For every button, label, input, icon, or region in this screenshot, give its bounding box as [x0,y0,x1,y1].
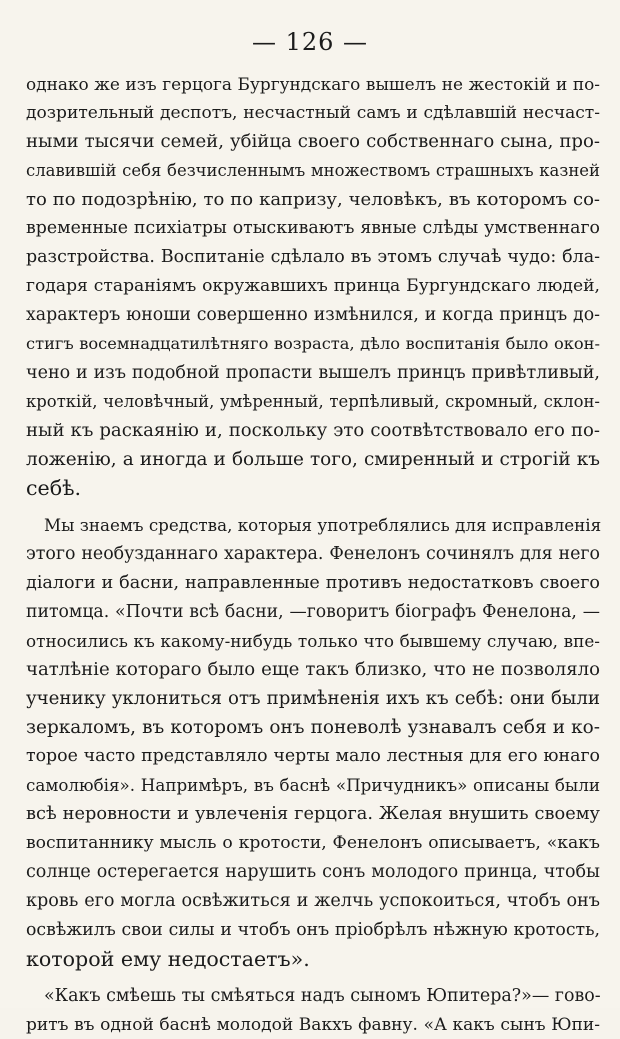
text-line: ными тысячи семей, убійца своего собственнаго сына, про- [26,128,600,157]
text-line: временные психіатры отыскиваютъ явные слѣды умственнаго [26,214,600,243]
text-line: однако же изъ герцога Бургундскаго вышелъ не жестокій и по- [26,70,600,99]
text-line: чатлѣніе котораго было еще такъ близко, что не позволяло [26,656,600,685]
text-line: самолюбія». Напримѣръ, въ баснѣ «Причудникъ» описаны были [26,771,600,800]
text-line: годаря стараніямъ окружавшихъ принца Бургундскаго людей, [26,272,600,301]
paragraph-1 [26,70,600,503]
text-line: зеркаломъ, въ которомъ онъ поневолѣ узнавалъ себя и ко- [26,714,600,743]
text-line: кровь его могла освѣжиться и желчь успокоиться, чтобъ онъ [26,887,600,916]
text-line: дозрительный деспотъ, несчастный самъ и сдѣлавшій несчаст- [26,99,600,128]
paragraph-2 [26,511,600,973]
text-line: относились къ какому-нибудь только что бывшему случаю, впе- [26,627,600,656]
text-line: солнце остерегается нарушить сонъ молодого принца, чтобы [26,858,600,887]
text-line: ритъ въ одной баснѣ молодой Вакхъ фавну. «А какъ сынъ Юпи- [26,1011,600,1039]
text-line: діалоги и басни, направленные противъ недостатковъ своего [26,569,600,598]
text-line: Мы знаемъ средства, которыя употреблялись для исправленія [26,511,600,540]
paragraph-3 [26,982,600,1039]
text-line: ложенію, а иногда и больше того, смиренный и строгій къ [26,446,600,475]
text-line: характеръ юноши совершенно измѣнился, и когда принцъ до- [26,301,600,330]
text-line: себѣ. [26,474,600,503]
text-line: разстройства. Воспитаніе сдѣлало въ этомъ случаѣ чудо: бла- [26,243,600,272]
text-line: кроткій, человѣчный, умѣренный, терпѣливый, скромный, склон- [26,388,600,417]
text-line: воспитаннику мысль о кротости, Фенелонъ описываетъ, «какъ [26,829,600,858]
text-line: всѣ неровности и увлеченія герцога. Желая внушить своему [26,800,600,829]
text-line: ный къ раскаянію и, поскольку это соотвѣтствовало его по- [26,417,600,446]
text-line: питомца. «Почти всѣ басни, —говоритъ біографъ Фенелона, — [26,598,600,627]
text-line: чено и изъ подобной пропасти вышелъ принцъ привѣтливый, [26,359,600,388]
body-text [26,70,600,1039]
page-number: — 126 — [0,28,620,56]
text-line: то по подозрѣнію, то по капризу, человѣкъ, въ которомъ со- [26,186,600,215]
text-line: которой ему недостаетъ». [26,945,600,974]
text-line: освѣжилъ свои силы и чтобъ онъ пріобрѣлъ нѣжную кротость, [26,916,600,945]
text-line: славившій себя безчисленнымъ множествомъ страшныхъ казней [26,157,600,186]
text-line: стигъ восемнадцатилѣтняго возраста, дѣло воспитанія было окон- [26,330,600,359]
text-line: «Какъ смѣешь ты смѣяться надъ сыномъ Юпитера?»— гово- [26,982,600,1011]
text-line: этого необузданнаго характера. Фенелонъ сочинялъ для него [26,540,600,569]
text-line: торое часто представляло черты мало лестныя для его юнаго [26,742,600,771]
text-line: ученику уклониться отъ примѣненія ихъ къ себѣ: они были [26,685,600,714]
